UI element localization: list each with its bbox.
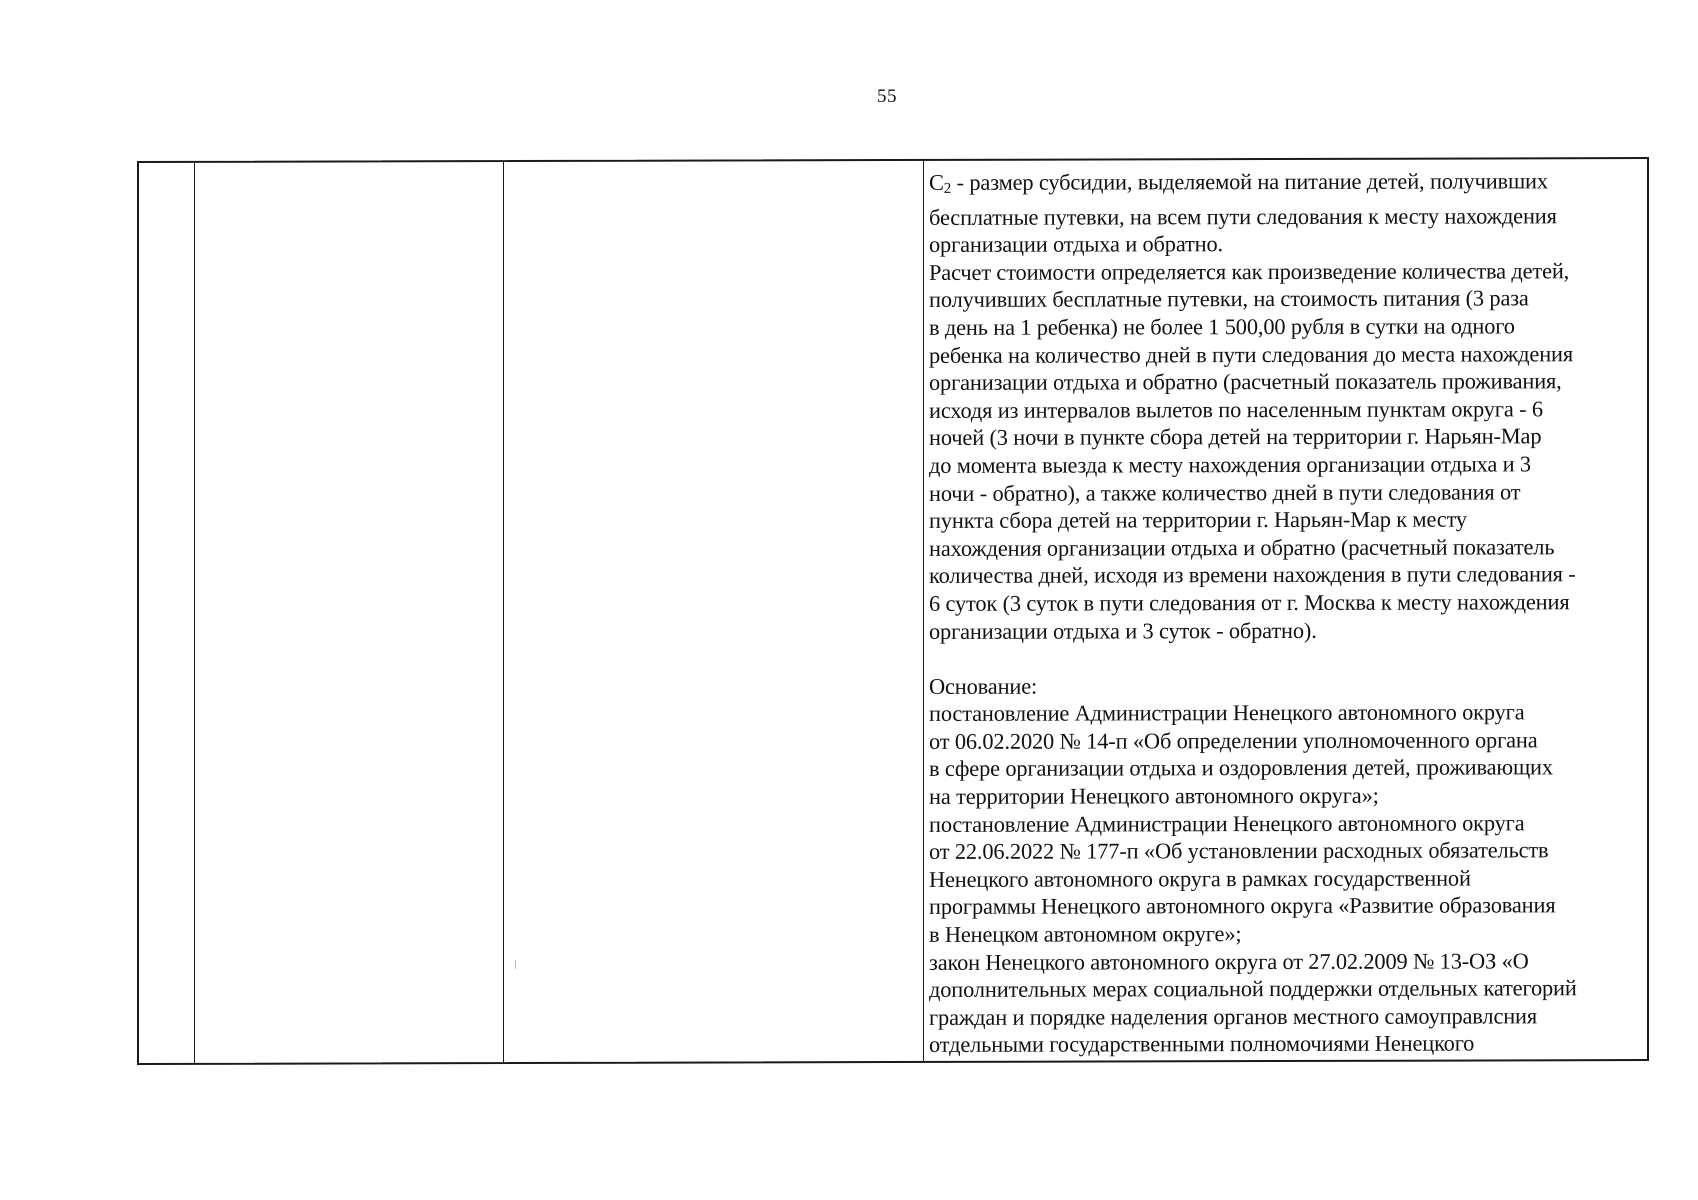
text-line: получивших бесплатные путевки, на стоимость питания (3 раза bbox=[929, 285, 1529, 313]
text-line: организации отдыха и 3 суток - обратно). bbox=[929, 617, 1317, 644]
text-line: ночи - обратно), а также количество дней в пути следования от bbox=[929, 478, 1521, 506]
basis-heading: Основание: bbox=[929, 673, 1038, 699]
blank-line bbox=[929, 643, 1645, 672]
text-line: нахождения организации отдыха и обратно (расчетный показатель bbox=[929, 534, 1555, 561]
text-line: программы Ненецкого автономного округа «Развитие образования bbox=[929, 892, 1556, 920]
text-line: ребенка на количество дней в пути следования до места нахождения bbox=[929, 340, 1574, 368]
text-line: граждан и порядке наделения органов местного самоуправлсния bbox=[929, 1003, 1538, 1030]
formula-symbol: С bbox=[929, 169, 944, 195]
text-line: организации отдыха и обратно (расчетный показатель проживания, bbox=[929, 368, 1562, 396]
text-line: количества дней, исходя из времени нахождения в пути следования - bbox=[929, 561, 1576, 589]
text-line: ночей (3 ночи в пункте сбора детей на территории г. Нарьян-Мар bbox=[929, 423, 1542, 451]
text-line: до момента выезда к месту нахождения организации отдыха и 3 bbox=[929, 451, 1531, 478]
page-number: 55 bbox=[877, 86, 897, 107]
column-divider-2 bbox=[503, 162, 504, 1062]
text-line: - размер субсидии, выделяемой на питание детей, получивших bbox=[951, 168, 1548, 195]
text-line: в Ненецком автономном округе»; bbox=[929, 921, 1242, 947]
column-divider-3 bbox=[923, 161, 924, 1061]
formula-line bbox=[929, 167, 1645, 203]
text-line: бесплатные путевки, на всем пути следования к месту нахождения bbox=[929, 202, 1557, 230]
text-line: на территории Ненецкого автономного округа»; bbox=[929, 782, 1379, 809]
text-line: в день на 1 ребенка) не более 1 500,00 рубля в сутки на одного bbox=[929, 313, 1515, 340]
column-divider-1 bbox=[194, 163, 195, 1063]
text-line: от 06.02.2020 № 14-п «Об определении уполномоченного органа bbox=[929, 727, 1538, 754]
table-cell-description bbox=[929, 167, 1645, 1059]
text-line: постановление Администрации Ненецкого автономного округа bbox=[929, 699, 1525, 727]
text-line: постановление Администрации Ненецкого автономного округа bbox=[929, 810, 1525, 837]
text-line: Ненецкого автономного округа в рамках государственной bbox=[929, 865, 1471, 892]
formula-subscript: 2 bbox=[943, 180, 952, 197]
document-table bbox=[137, 157, 1649, 1065]
text-line: закон Ненецкого автономного округа от 27.02.2009 № 13-ОЗ «О bbox=[929, 947, 1529, 975]
text-line: дополнительных мерах социальной поддержки отдельных категорий bbox=[929, 975, 1577, 1003]
text-line: пункта сбора детей на территории г. Нарьян-Мар к месту bbox=[929, 506, 1467, 534]
scan-artifact bbox=[515, 960, 516, 969]
text-line: организации отдыха и обратно. bbox=[929, 231, 1223, 258]
text-line: от 22.06.2022 № 177-п «Об установлении расходных обязательств bbox=[929, 837, 1549, 865]
text-line: исходя из интервалов вылетов по населенным пунктам округа - 6 bbox=[929, 396, 1543, 423]
text-line: Расчет стоимости определяется как произведение количества детей, bbox=[929, 258, 1570, 285]
text-line: 6 суток (3 суток в пути следования от г. Москва к месту нахождения bbox=[929, 589, 1570, 616]
text-line: отдельными государственными полномочиями Ненецкого bbox=[929, 1030, 1475, 1058]
text-line: в сфере организации отдыха и оздоровления детей, проживающих bbox=[929, 754, 1553, 782]
